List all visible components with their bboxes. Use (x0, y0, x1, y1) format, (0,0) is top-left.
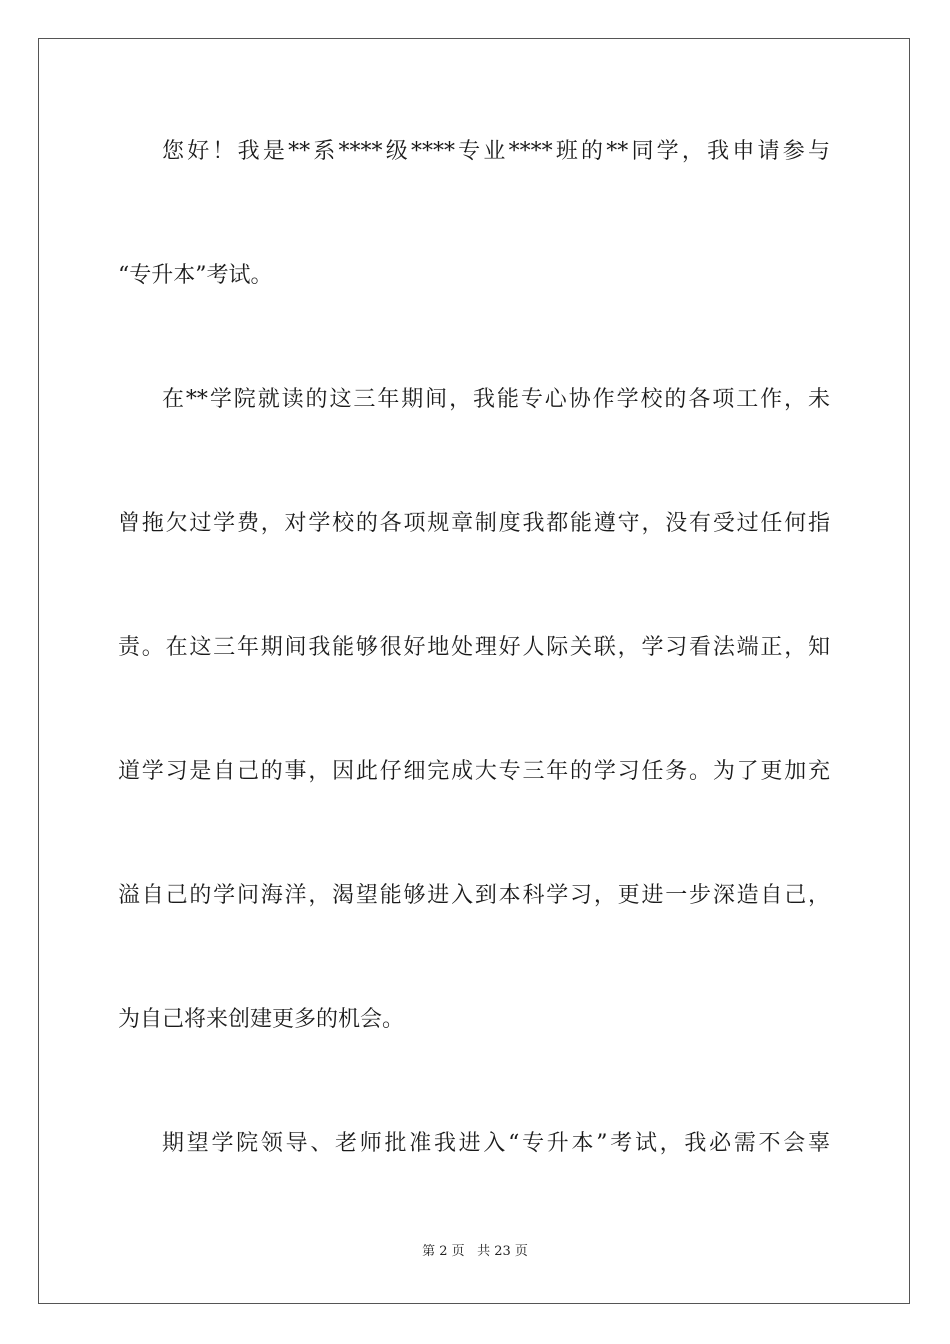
page-frame (38, 38, 910, 1304)
text-line-7: 溢自己的学问海洋，渴望能够进入到本科学习，更进一步深造自己， (118, 883, 830, 908)
text-line-1: 您好！我是**系****级****专业****班的**同学，我申请参与 (162, 139, 830, 164)
text-line-4: 曾拖欠过学费，对学校的各项规章制度我都能遵守，没有受过任何指 (118, 511, 830, 536)
page-total: 共 23 页 (477, 1244, 528, 1259)
text-line-2: “专升本”考试。 (118, 263, 273, 288)
text-line-8: 为自己将来创建更多的机会。 (118, 1007, 405, 1032)
text-line-6: 道学习是自己的事，因此仔细完成大专三年的学习任务。为了更加充 (118, 759, 830, 784)
text-line-9: 期望学院领导、老师批准我进入“专升本”考试，我必需不会辜 (162, 1131, 830, 1156)
text-line-5: 责。在这三年期间我能够很好地处理好人际关联，学习看法端正，知 (118, 635, 830, 660)
page-footer (0, 1243, 950, 1261)
text-line-3: 在**学院就读的这三年期间，我能专心协作学校的各项工作，未 (162, 387, 830, 412)
page-number: 第 2 页 (422, 1244, 465, 1259)
